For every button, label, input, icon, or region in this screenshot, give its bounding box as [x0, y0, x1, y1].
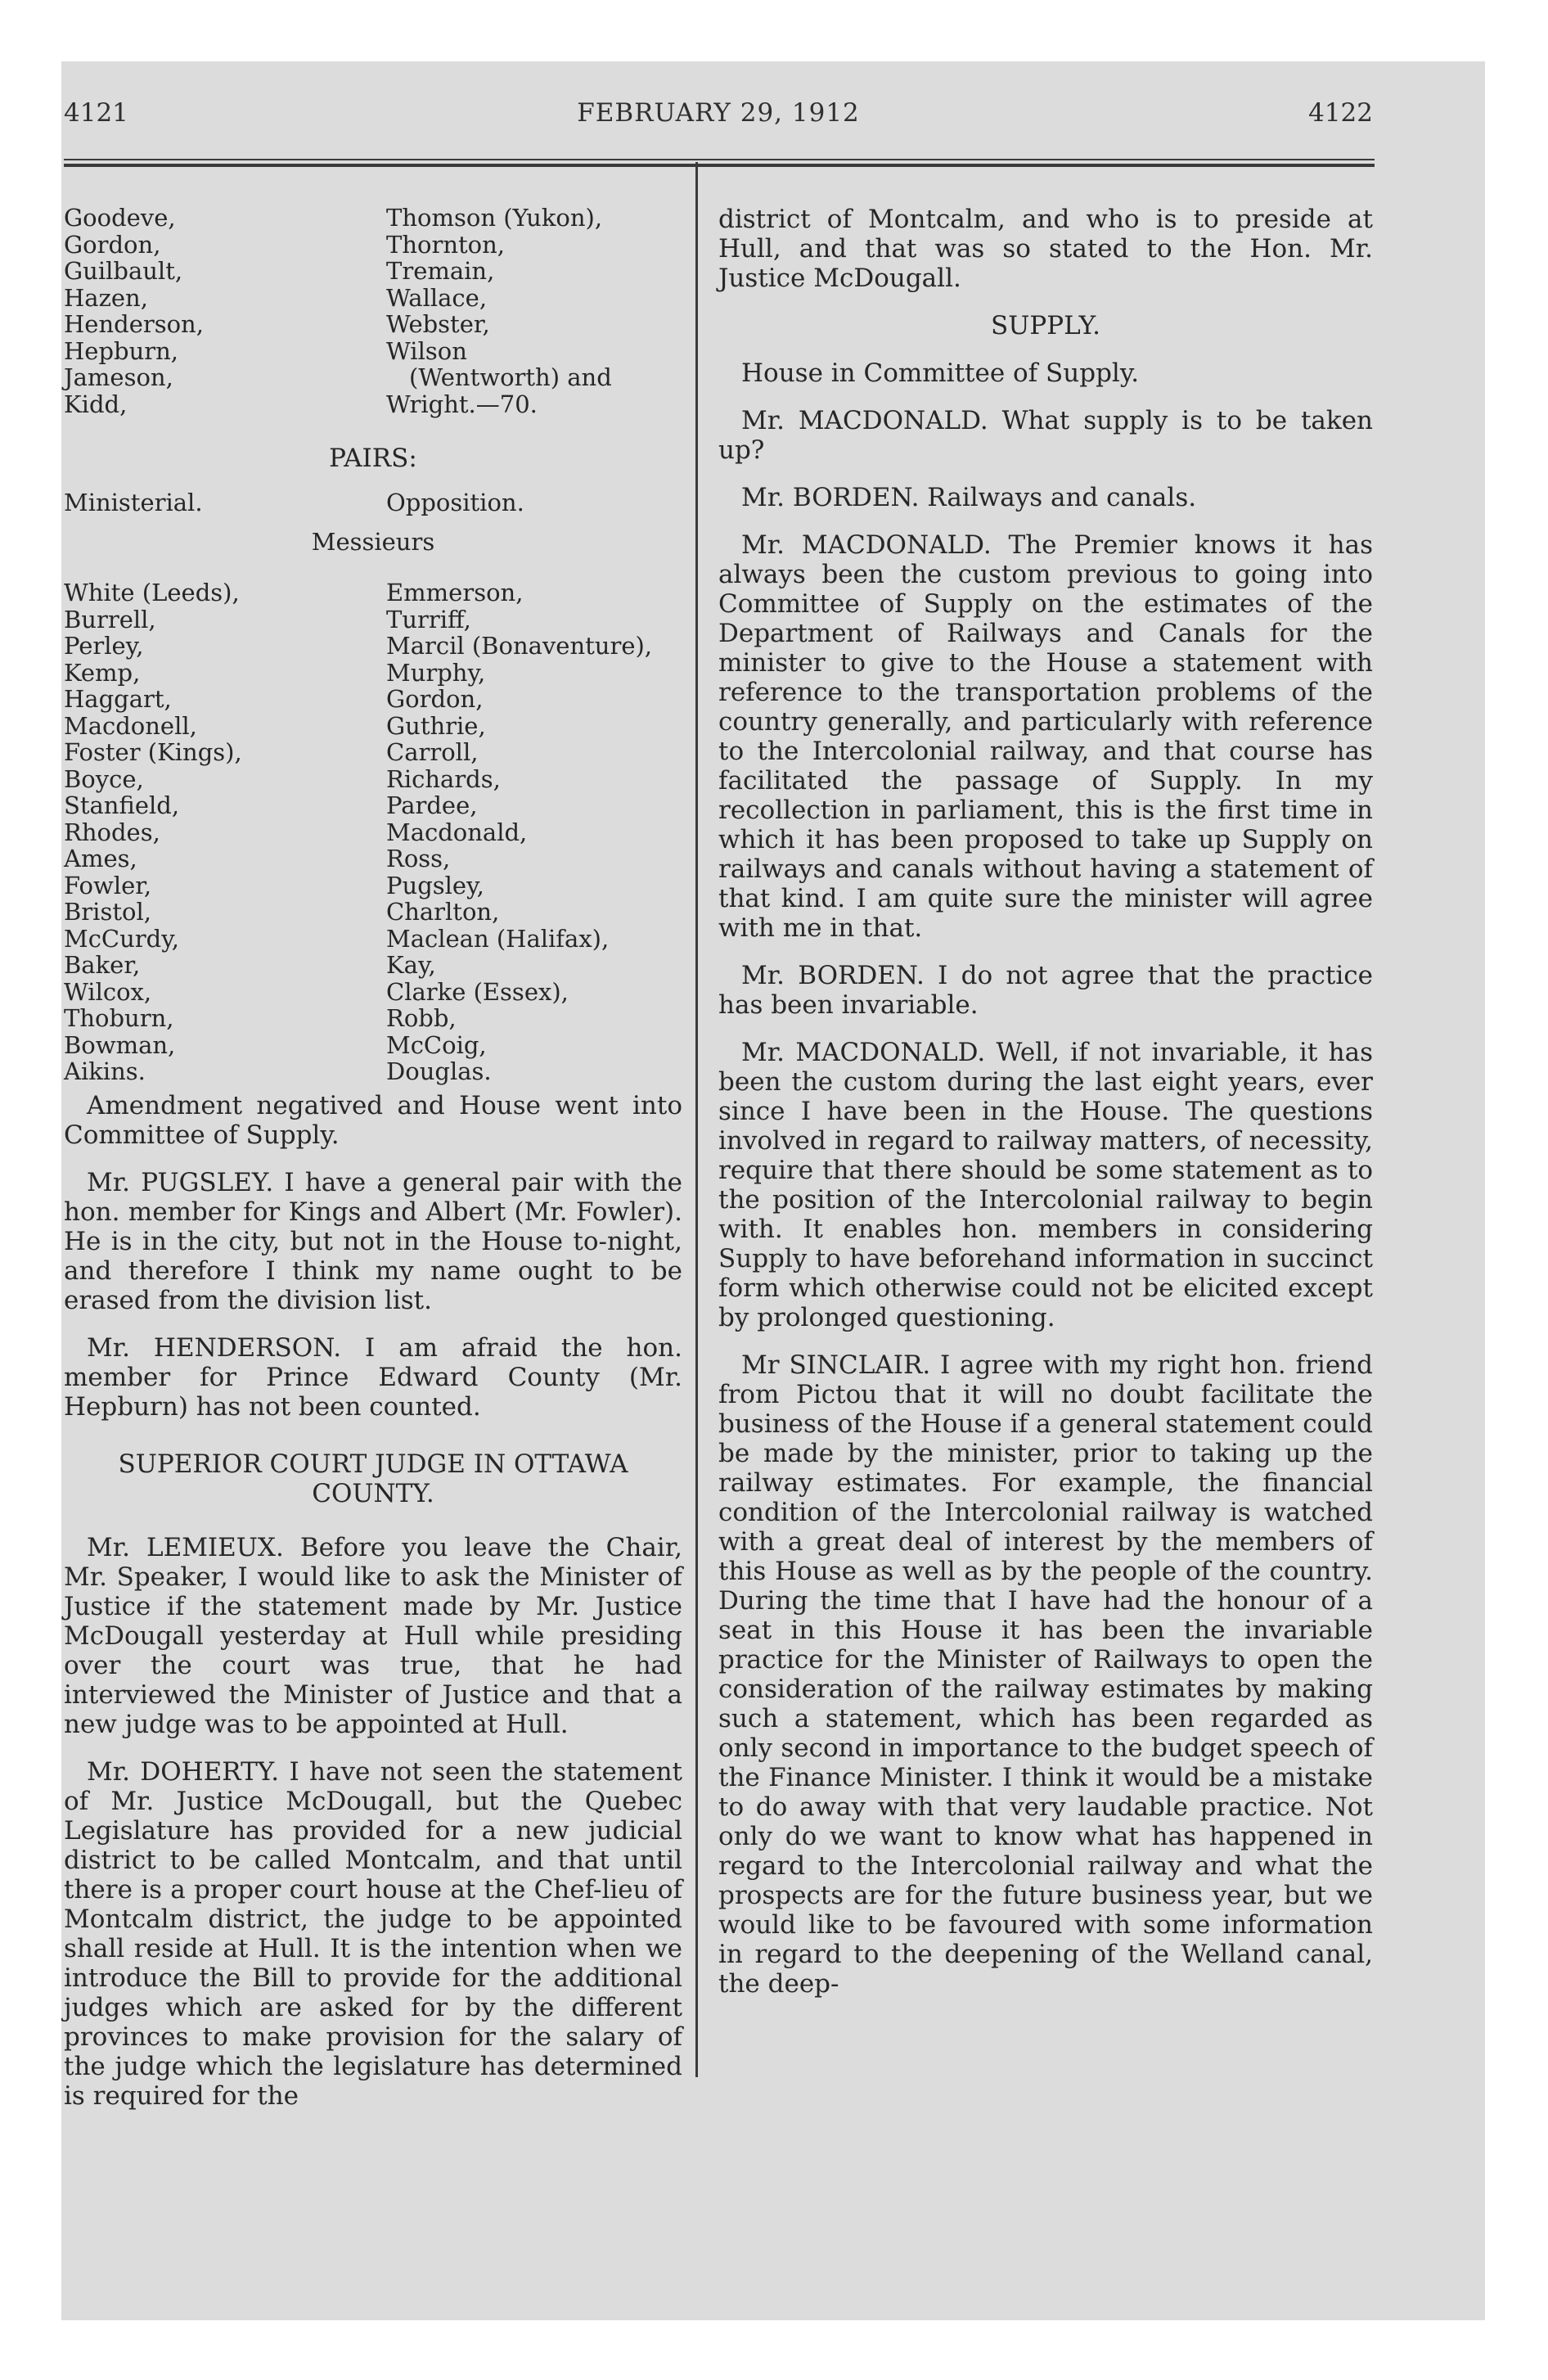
list-item: Gordon,	[64, 230, 161, 259]
list-item: Marcil (Bonaventure),	[386, 632, 653, 660]
list-item: Henderson,	[64, 310, 204, 338]
list-item: Wilson	[386, 336, 467, 365]
right-column	[718, 205, 1373, 1999]
list-item: Douglas.	[386, 1057, 492, 1085]
list-item: McCoig,	[386, 1030, 487, 1059]
paragraph-henderson: Mr. HENDERSON. I am afraid the hon. member for Prince Edward County (Mr. Hepburn) has not been counted.	[64, 1333, 682, 1422]
opposition-label: Opposition.	[386, 489, 524, 516]
vote-list-col1	[64, 205, 342, 417]
list-item: Murphy,	[386, 658, 486, 687]
list-item: Charlton,	[386, 898, 500, 926]
list-item: Kemp,	[64, 658, 141, 687]
pairs-list-ministerial	[64, 579, 342, 1085]
list-item: Bowman,	[64, 1030, 176, 1059]
list-item: Tremain,	[386, 257, 495, 285]
paragraph-amendment: Amendment negatived and House went into Committee of Supply.	[64, 1091, 682, 1150]
list-item: Foster (Kings),	[64, 738, 242, 766]
list-item: Rhodes,	[64, 818, 160, 846]
list-item: Webster,	[386, 310, 490, 338]
list-item: Wilcox,	[64, 977, 152, 1006]
paragraph-borden-1: Mr. BORDEN. Railways and canals.	[741, 483, 1197, 512]
list-item: Bristol,	[64, 898, 151, 926]
list-item: Hepburn,	[64, 336, 179, 365]
page-header	[64, 98, 1373, 147]
list-item: Carroll,	[386, 738, 479, 766]
list-item: White (Leeds),	[64, 579, 240, 606]
list-item: Turriff,	[386, 605, 471, 633]
pairs-heading: PAIRS:	[329, 444, 417, 473]
list-item: Fowler,	[64, 871, 152, 899]
paragraph-doherty: Mr. DOHERTY. I have not seen the statement of Mr. Justice McDougall, but the Quebec Legislature has provided for a new judicial district to be called Montcalm, and that until there is a proper court house at the Chef-lieu of Montcalm district, the judge to be appointed shall reside at Hull. It is the intention when we introduce the Bill to provide for the additional judges which are asked for by the different provinces to make provision for the salary of the judge which the legislature has determined is required for the	[64, 1757, 682, 2111]
list-item: Baker,	[64, 951, 141, 979]
paragraph-borden-2: Mr. BORDEN. I do not agree that the practice has been invariable.	[718, 961, 1373, 1020]
list-item: Haggart,	[64, 685, 172, 713]
paragraph-committee: House in Committee of Supply.	[741, 358, 1140, 388]
list-item: Guilbault,	[64, 257, 183, 285]
header-rule-top	[64, 159, 1375, 160]
list-item: Stanfield,	[64, 791, 180, 819]
list-item: Clarke (Essex),	[386, 977, 569, 1006]
pairs-sides	[64, 489, 682, 522]
section-heading-superior-court: SUPERIOR COURT JUDGE IN OTTAWA COUNTY.	[118, 1449, 628, 1508]
vote-list-col2	[386, 205, 697, 417]
list-item: Gordon,	[386, 685, 484, 713]
left-column	[64, 205, 682, 2111]
paragraph-macdonald-1: Mr. MACDONALD. What supply is to be taken up?	[718, 406, 1373, 465]
ministerial-label: Ministerial.	[64, 489, 203, 516]
list-item: Ross,	[386, 845, 451, 872]
list-item: (Wentworth) and	[409, 363, 612, 391]
paragraph-macdonald-2: Mr. MACDONALD. The Premier knows it has always been the custom previous to going into Committee of Supply on the estimates of the Department of Railways and Canals for the minister to give to the House a statement with reference to the transportation problems of the country generally, and particularly with reference to the Intercolonial railway, and that course has facilitated the passage of Supply. In my recollection in parliament, this is the first time in which it has been proposed to take up Supply on railways and canals without having a statement of that kind. I am quite sure the minister will agree with me in that.	[718, 530, 1373, 943]
vote-list	[64, 205, 682, 434]
list-item: Aikins.	[64, 1057, 146, 1085]
list-item: Emmerson,	[386, 579, 524, 606]
list-item: Boyce,	[64, 764, 144, 793]
page-number-right: 4122	[1308, 98, 1373, 128]
list-item: Burrell,	[64, 605, 156, 633]
list-item: Pugsley,	[386, 871, 484, 899]
list-item: Kay,	[386, 951, 436, 979]
header-rule-bottom	[64, 164, 1375, 167]
list-item: Wallace,	[386, 283, 488, 312]
section-heading-supply: SUPPLY.	[990, 311, 1100, 340]
list-item: Richards,	[386, 764, 501, 793]
list-item: McCurdy,	[64, 924, 179, 953]
list-item: Thoburn,	[64, 1004, 174, 1032]
paragraph-pugsley: Mr. PUGSLEY. I have a general pair with the hon. member for Kings and Albert (Mr. Fowler). He is in the city, but not in the House to-night, and therefore I think my name ought to be erased from the division list.	[64, 1168, 682, 1315]
list-item: Macdonald,	[386, 818, 528, 846]
list-item: Hazen,	[64, 283, 148, 312]
pairs-list-opposition	[386, 579, 697, 1085]
paragraph-macdonald-3: Mr. MACDONALD. Well, if not invariable, it has been the custom during the last eight years, ever since I have been in the House. The questions involved in regard to railway matters, of necessity, require that there should be some statement as to the position of the Intercolonial railway to begin with. It enables hon. members in considering Supply to have beforehand information in succinct form which otherwise could not be elicited except by prolonged questioning.	[718, 1038, 1373, 1332]
list-item: Kidd,	[64, 390, 128, 418]
list-item: Macdonell,	[64, 711, 197, 740]
pairs-list	[64, 579, 682, 1091]
paragraph-continued: district of Montcalm, and who is to preside at Hull, and that was so stated to the Hon. Mr. Justice McDougall.	[718, 205, 1373, 293]
list-item: Guthrie,	[386, 711, 486, 740]
list-item: Perley,	[64, 632, 144, 660]
list-item: Robb,	[386, 1004, 457, 1032]
list-item: Maclean (Halifax),	[386, 924, 610, 953]
list-item: Wright.—70.	[386, 390, 538, 418]
column-divider	[695, 162, 698, 2077]
list-item: Jameson,	[64, 363, 173, 391]
page-number-left: 4121	[64, 98, 128, 128]
paragraph-sinclair: Mr SINCLAIR. I agree with my right hon. friend from Pictou that it will no doubt facilitate the business of the House if a general statement could be made by the minister, prior to taking up the railway estimates. For example, the financial condition of the Intercolonial railway is watched with a great deal of interest by the members of this House as well as by the people of the country. During the time that I have had the honour of a seat in this House it has been the invariable practice for the Minister of Railways to open the consideration of the railway estimates by making such a statement, which has been regarded as only second in importance to the budget speech of the Finance Minister. I think it would be a mistake to do away with that very laudable practice. Not only do we want to know what has happened in regard to the Intercolonial railway and what the prospects are for the future business year, but we would like to be favoured with some information in regard to the deepening of the Welland canal, the deep-	[718, 1350, 1373, 1999]
list-item: Thomson (Yukon),	[386, 204, 603, 232]
list-item: Pardee,	[386, 791, 478, 819]
list-item: Ames,	[64, 845, 137, 872]
list-item: Goodeve,	[64, 204, 176, 232]
list-item: Thornton,	[386, 230, 506, 259]
paragraph-lemieux: Mr. LEMIEUX. Before you leave the Chair, Mr. Speaker, I would like to ask the Minister of Justice if the statement made by Mr. Justice McDougall yesterday at Hull while presiding over the court was true, that he had interviewed the Minister of Justice and that a new judge was to be appointed at Hull.	[64, 1533, 682, 1739]
page-date: FEBRUARY 29, 1912	[577, 98, 860, 128]
messieurs-label: Messieurs	[311, 528, 435, 556]
